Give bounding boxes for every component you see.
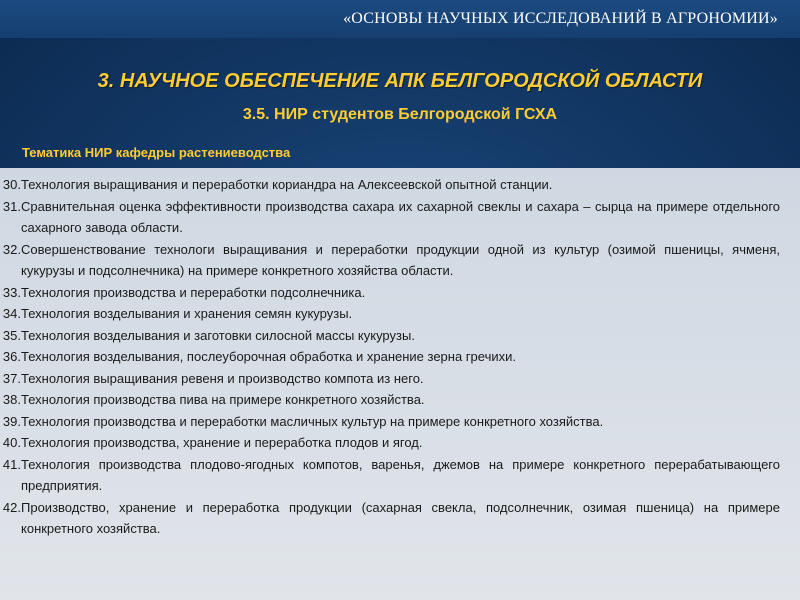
item-number: 30. — [2, 177, 21, 192]
list-item — [0, 325, 780, 347]
list-item — [0, 303, 780, 325]
list-item — [0, 497, 780, 540]
topic-heading: Тематика НИР кафедры растениеводства — [22, 145, 291, 160]
item-text: Технология выращивания и переработки кориандра на Алексеевской опытной станции. — [21, 177, 553, 192]
list-item — [0, 411, 780, 433]
item-number: 31. — [2, 198, 21, 214]
item-number: 37. — [2, 370, 21, 386]
item-text: Технология возделывания и заготовки силосной массы кукурузы. — [21, 327, 415, 343]
subsection-title — [0, 106, 800, 124]
list-item — [0, 239, 780, 282]
item-number: 34. — [2, 306, 21, 321]
list-item — [0, 368, 780, 390]
list-item — [0, 196, 780, 239]
item-number: 32. — [2, 241, 21, 257]
list-item — [0, 432, 780, 454]
list-item — [0, 282, 780, 304]
list-item — [0, 346, 780, 368]
list-item — [0, 174, 780, 196]
item-text: Технология производства, хранение и переработка плодов и ягод. — [21, 435, 423, 450]
item-text: Совершенствование технологи выращивания и переработки продукции одной из культур (озимой пшеницы, ячменя, кукурузы и подсолнечника) на примере конкретного хозяйства области. — [21, 241, 780, 278]
item-number: 33. — [2, 284, 21, 300]
list-item — [0, 454, 780, 497]
item-number: 38. — [2, 392, 21, 407]
item-number: 35. — [2, 327, 21, 343]
item-text: Технология производства пива на примере конкретного хозяйства. — [21, 392, 425, 407]
item-text: Технология возделывания и хранения семян кукурузы. — [21, 306, 353, 321]
item-number: 41. — [2, 456, 21, 472]
item-number: 40. — [2, 435, 21, 450]
topic-list — [0, 174, 780, 540]
item-text: Технология производства плодово-ягодных компотов, варенья, джемов на примере конкретного перерабатывающего предприятия. — [21, 456, 780, 493]
item-text: Производство, хранение и переработка продукции (сахарная свекла, подсолнечник, озимая пшеница) на примере конкретного хозяйства. — [21, 499, 780, 536]
item-number: 36. — [2, 349, 21, 364]
item-text: Технология выращивания ревеня и производство компота из него. — [21, 370, 424, 386]
section-title: 3. НАУЧНОЕ ОБЕСПЕЧЕНИЕ АПК БЕЛГОРОДСКОЙ ОБЛАСТИ — [97, 70, 703, 92]
series-title: «ОСНОВЫ НАУЧНЫХ ИССЛЕДОВАНИЙ В АГРОНОМИИ» — [343, 10, 778, 27]
item-text: Технология производства и переработки подсолнечника. — [21, 284, 366, 300]
item-number: 42. — [2, 499, 21, 515]
item-text: Технология возделывания, послеуборочная обработка и хранение зерна гречихи. — [21, 349, 516, 364]
subsection-title-text: 3.5. НИР студентов Белгородской ГСХА — [242, 106, 558, 123]
item-number: 39. — [2, 413, 21, 429]
item-text: Технология производства и переработки масличных культур на примере конкретного хозяйства. — [21, 413, 604, 429]
item-text: Сравнительная оценка эффективности производства сахара их сахарной свеклы и сахара – сырца на примере отдельного сахарного завода области. — [21, 198, 780, 235]
list-item — [0, 389, 780, 411]
